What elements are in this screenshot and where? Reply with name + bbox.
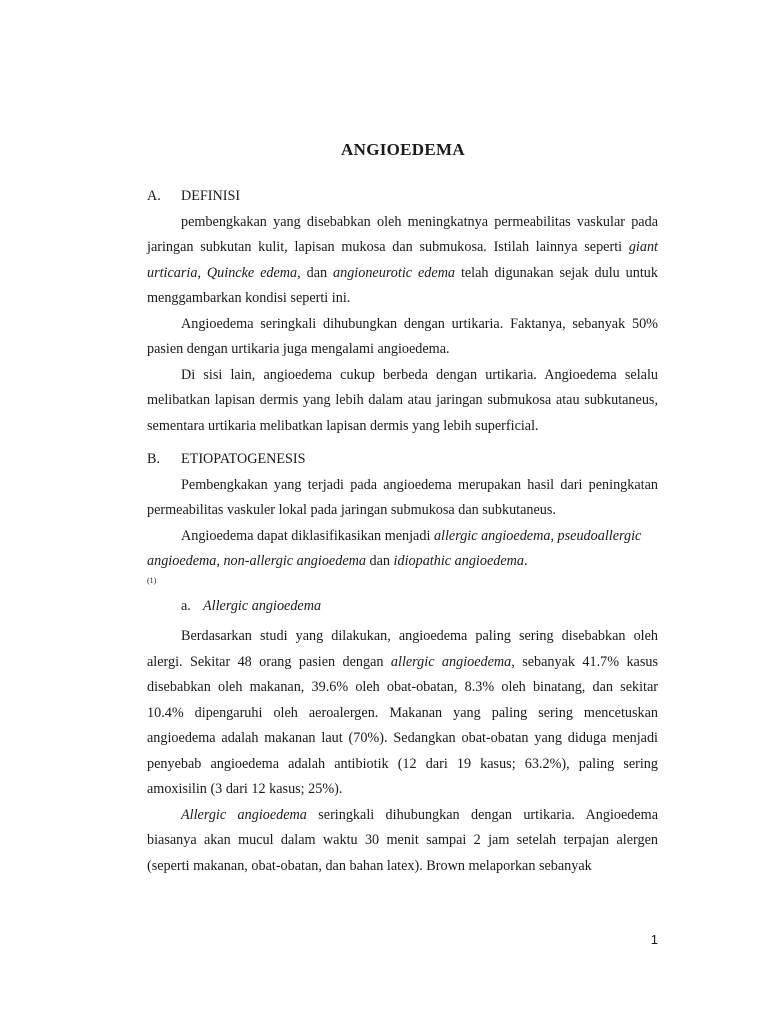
section-b-number: B. [147,451,161,467]
text-run: dan [300,264,334,281]
etiopathogenesis-paragraph-2 [147,524,658,575]
text-run: , sebanyak 41.7% kasus disebabkan oleh makanan, 39.6% oleh obat-obatan, 8.3% oleh binatang, dan sekitar 10.4% dipengaruhi oleh aeroalergen. Makanan yang paling sering mencetuskan angioedema adalah makanan laut (70%). Sedangkan obat-obatan yang diduga menjadi penyebab angioedema adalah antibiotik (12 dari 19 kasus; 63.2%), paling sering amoxisilin (3 dari 12 kasus; 25%). [147,653,658,797]
text-run: , [550,527,558,544]
text-run: pembengkakan yang disebabkan oleh meningkatnya permeabilitas vaskular pada jaringan subkutan kulit, lapisan mukosa dan submukosa. Istilah lainnya seperti [147,213,658,255]
section-a-title: DEFINISI [181,188,241,204]
italic-term: Allergic angioedema [181,806,307,823]
text-run: , [216,553,224,569]
section-b-heading [147,447,658,473]
definition-paragraph-1 [147,210,658,312]
section-a-heading [147,184,658,210]
subsection-a-title: Allergic angioedema [203,597,322,614]
allergic-paragraph-1 [147,624,658,803]
text-run: , [197,264,207,281]
citation-marker: (1) [147,575,157,585]
text-run: Berdasarkan studi yang dilakukan, angioedema paling sering disebabkan oleh alergi. Sekitar 48 orang pasien dengan [147,628,658,670]
italic-term: allergic angioedema [390,653,512,670]
document-body [147,184,658,879]
italic-term: giant urticaria [147,239,658,281]
italic-term: non-allergic angioedema [223,553,366,569]
etiopathogenesis-paragraph-1: Pembengkakan yang terjadi pada angioedema merupakan hasil dari peningkatan permeabilitas vaskuler lokal pada jaringan submukosa dan subkutaneus. [147,476,658,518]
italic-term: allergic angioedema [433,527,551,544]
page-number: 1 [650,932,658,947]
text-run: . [523,553,528,569]
text-run: Angioedema dapat diklasifikasikan menjadi [181,527,434,544]
subsection-a-heading [147,594,658,620]
section-a-number: A. [147,188,161,204]
italic-term: idiopathic angioedema [393,553,524,569]
page-title: ANGIOEDEMA [341,140,465,159]
definition-paragraph-2: Angioedema seringkali dihubungkan dengan urtikaria. Faktanya, sebanyak 50% pasien dengan urtikaria juga mengalami angioedema. [147,315,658,357]
italic-term: pseudoallergic angioedema [147,527,642,569]
text-run: seringkali dihubungkan dengan urtikaria. Angioedema biasanya akan mucul dalam waktu 30 menit sampai 2 jam setelah terpajan alergen (seperti makanan, obat-obatan, dan bahan latex). Brown melaporkan sebanyak [147,806,658,874]
text-run: dan [365,553,394,569]
text-run: telah digunakan sejak dulu untuk menggambarkan kondisi seperti ini. [147,264,658,306]
italic-term: Quincke edema, [206,264,301,281]
subsection-a-number: a. [181,597,191,614]
allergic-paragraph-2 [147,803,658,880]
section-b-title: ETIOPATOGENESIS [181,451,306,467]
definition-paragraph-3: Di sisi lain, angioedema cukup berbeda dengan urtikaria. Angioedema selalu melibatkan lapisan dermis yang lebih dalam atau jaringan submukosa atau subkutaneus, sementara urtikaria melibatkan lapisan dermis yang lebih superficial. [147,366,658,434]
italic-term: angioneurotic edema [333,264,456,281]
